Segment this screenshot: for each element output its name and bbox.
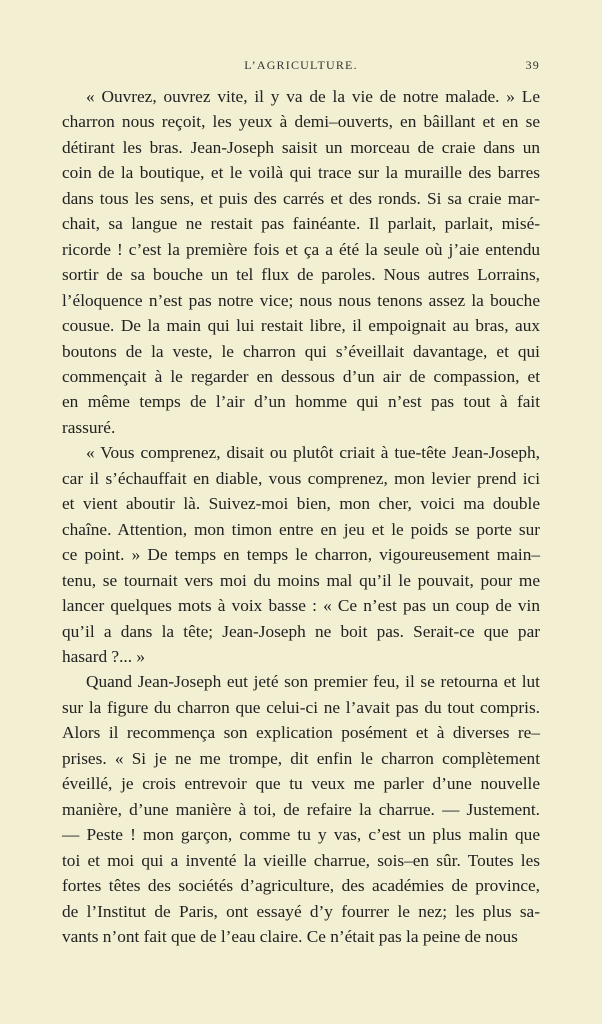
text-line: Quand Jean-Joseph eut jeté son premier feu, il se retourna et lut <box>86 672 540 692</box>
text-line: l’éloquence n’est pas notre vice; nous nous tenons assez la bouche <box>62 290 540 310</box>
text-line: dans tous les sens, et puis des carrés et des ronds. Si sa craie mar- <box>62 188 540 208</box>
page-number: 39 <box>525 58 540 72</box>
text-line: charron nous reçoit, les yeux à demi–ouverts, en bâillant et en se <box>62 112 540 132</box>
text-line: éveillé, je crois entrevoir que tu veux me parler d’une nouvelle <box>62 774 540 794</box>
text-line: ricorde ! c’est la première fois et ça a été la seule où j’aie entendu <box>62 239 540 259</box>
text-line: lancer quelques mots à voix basse : « Ce n’est pas un coup de vin <box>62 596 540 616</box>
text-line: en même temps de l’air d’un homme qui n’est pas tout à fait <box>62 392 540 412</box>
text-line: fortes têtes des sociétés d’agriculture, des académies de province, <box>62 876 540 896</box>
text-line: coin de la boutique, et le voilà qui trace sur la muraille des barres <box>62 163 540 183</box>
text-line: cousue. De la main qui lui restait libre, il empoignait au bras, aux <box>62 316 540 336</box>
text-line: car il s’échauffait en diable, vous comprenez, mon levier prend ici <box>62 468 540 488</box>
text-line: hasard ?... » <box>62 646 146 666</box>
page-header <box>62 58 540 78</box>
text-line: manière, d’une manière à toi, de refaire la charrue. — Justement. <box>62 799 540 819</box>
text-line: chait, sa langue ne restait pas fainéante. Il parlait, parlait, misé- <box>62 214 540 234</box>
text-line: rassuré. <box>62 417 116 437</box>
text-line: vants n’ont fait que de l’eau claire. Ce n’était pas la peine de nous <box>62 926 518 946</box>
paragraph <box>62 84 540 440</box>
text-line: détirant les bras. Jean-Joseph saisit un morceau de craie dans un <box>62 137 540 157</box>
running-title: L’AGRICULTURE. <box>244 58 358 72</box>
text-line: chaîne. Attention, mon timon entre en jeu et le poids se porte sur <box>62 519 540 539</box>
text-line: qu’il a dans la tête; Jean-Joseph ne boit pas. Serait-ce que par <box>62 621 540 641</box>
text-line: de l’Institut de Paris, ont essayé d’y fourrer le nez; les plus sa- <box>62 901 540 921</box>
text-line: commençait à le regarder en dessous d’un air de compassion, et <box>62 366 540 386</box>
text-line: — Peste ! mon garçon, comme tu y vas, c’est un plus malin que <box>62 825 540 845</box>
text-line: prises. « Si je ne me trompe, dit enfin le charron complètement <box>62 748 540 768</box>
text-line: sur la figure du charron que celui-ci ne l’avait pas du tout compris. <box>62 697 540 717</box>
body-text <box>62 84 540 949</box>
paragraph <box>62 440 540 669</box>
text-line: et vient aboutir là. Suivez-moi bien, mon cher, voici ma double <box>62 494 540 514</box>
text-line: toi et moi qui a inventé la vieille charrue, sois–en sûr. Toutes les <box>62 850 540 870</box>
text-line: ce point. » De temps en temps le charron, vigoureusement main– <box>62 545 540 565</box>
text-line: « Vous comprenez, disait ou plutôt criait à tue-tête Jean-Joseph, <box>86 443 540 463</box>
text-line: boutons de la veste, le charron qui s’éveillait davantage, et qui <box>62 341 540 361</box>
text-line: tenu, se tournait vers moi du moins mal qu’il le pouvait, pour me <box>62 570 540 590</box>
text-line: sortir de sa bouche un tel flux de paroles. Nous autres Lorrains, <box>62 265 540 285</box>
text-line: « Ouvrez, ouvrez vite, il y va de la vie de notre malade. » Le <box>86 87 540 106</box>
text-line: Alors il recommença son explication posément et à diverses re– <box>62 723 540 743</box>
paragraph <box>62 669 540 949</box>
